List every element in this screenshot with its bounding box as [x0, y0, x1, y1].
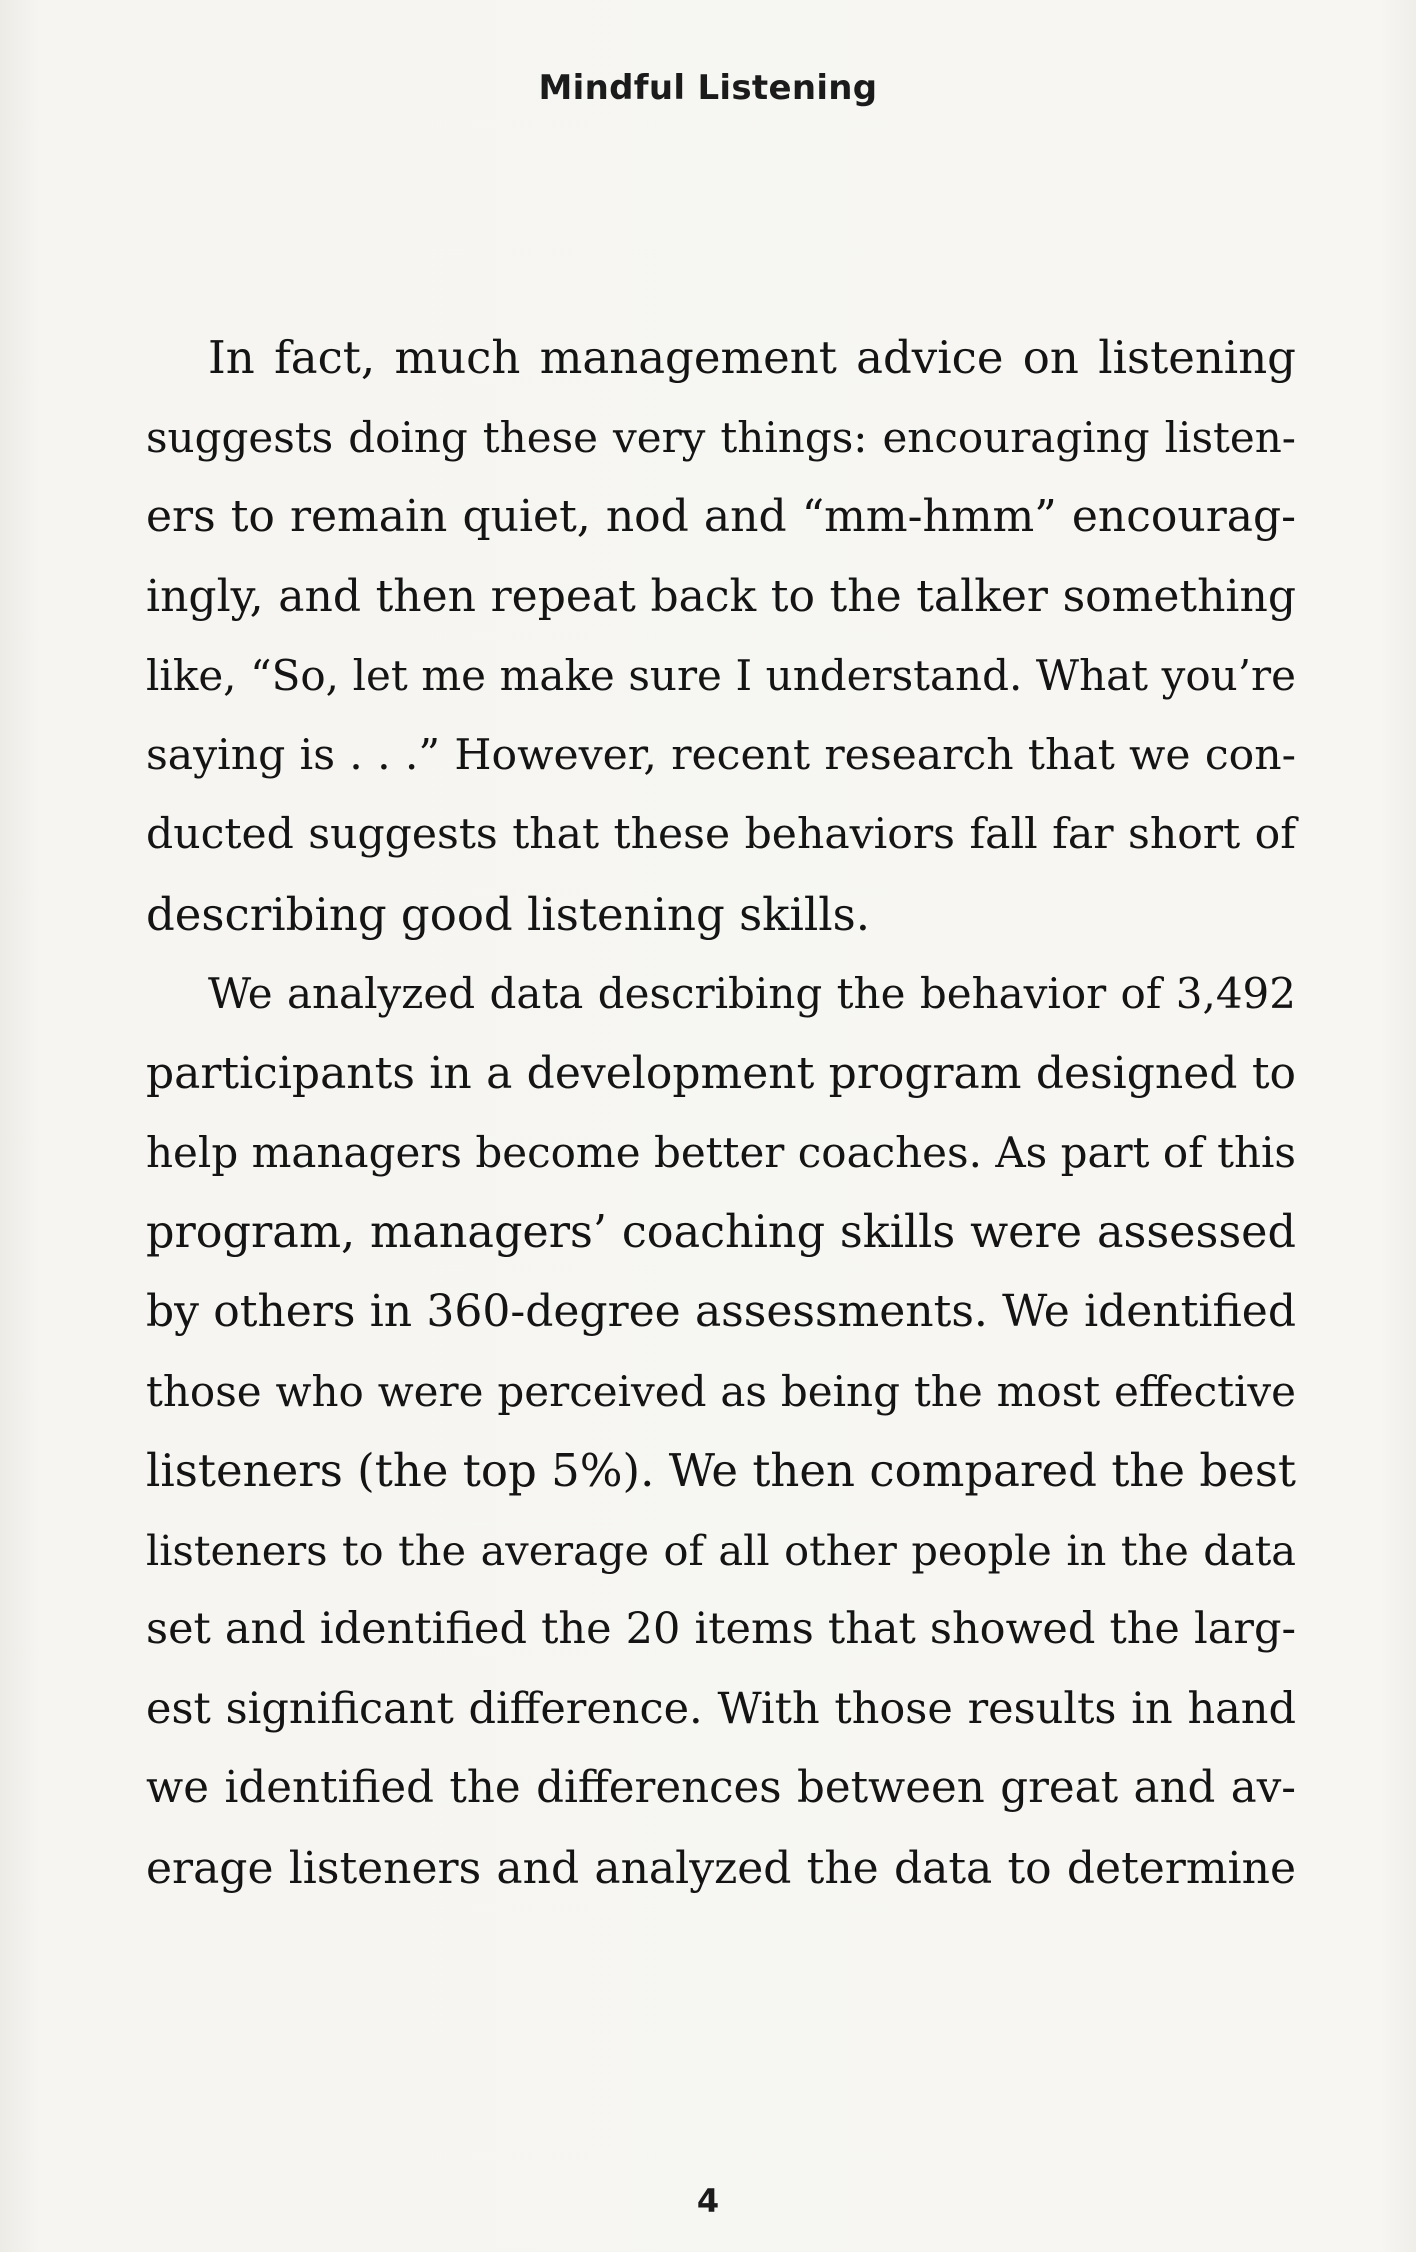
text-line: we identified the differences between great and av-: [146, 1763, 1296, 1813]
text-line: those who were perceived as being the most effective: [146, 1366, 1296, 1416]
text-line: like, “So, let me make sure I understand. What you’re: [146, 651, 1296, 700]
text-line: ers to remain quiet, nod and “mm-hmm” encourag-: [146, 491, 1296, 542]
text-line: ingly, and then repeat back to the talker something: [146, 570, 1296, 622]
text-line: listeners to the average of all other people in the data: [146, 1525, 1296, 1575]
text-line: saying is . . .” However, recent research that we con-: [146, 730, 1296, 780]
paragraph-1: [146, 318, 1296, 954]
text-line: help managers become better coaches. As part of this: [146, 1128, 1296, 1177]
page-number: 4: [696, 2182, 720, 2220]
text-line: erage listeners and analyzed the data to determine: [146, 1842, 1296, 1894]
text-line: set and identified the 20 items that showed the larg-: [146, 1604, 1296, 1654]
text-line: In fact, much management advice on listening: [208, 331, 1296, 384]
text-line: We analyzed data describing the behavior of 3,492: [208, 969, 1296, 1018]
body-text: [146, 318, 1296, 1908]
text-line: participants in a development program designed to: [146, 1047, 1296, 1099]
text-line: describing good listening skills.: [146, 887, 871, 941]
running-head-title: Mindful Listening: [538, 68, 878, 108]
paragraph-2: [146, 954, 1296, 1908]
text-line: ducted suggests that these behaviors fall far short of: [146, 810, 1296, 859]
text-line: listeners (the top 5%). We then compared the best: [146, 1444, 1296, 1497]
text-line: program, managers’ coaching skills were assessed: [146, 1206, 1296, 1258]
text-line: suggests doing these very things: encouraging listen-: [146, 412, 1296, 462]
text-line: by others in 360-degree assessments. We identified: [146, 1286, 1296, 1337]
text-line: est significant difference. With those results in hand: [146, 1683, 1296, 1734]
